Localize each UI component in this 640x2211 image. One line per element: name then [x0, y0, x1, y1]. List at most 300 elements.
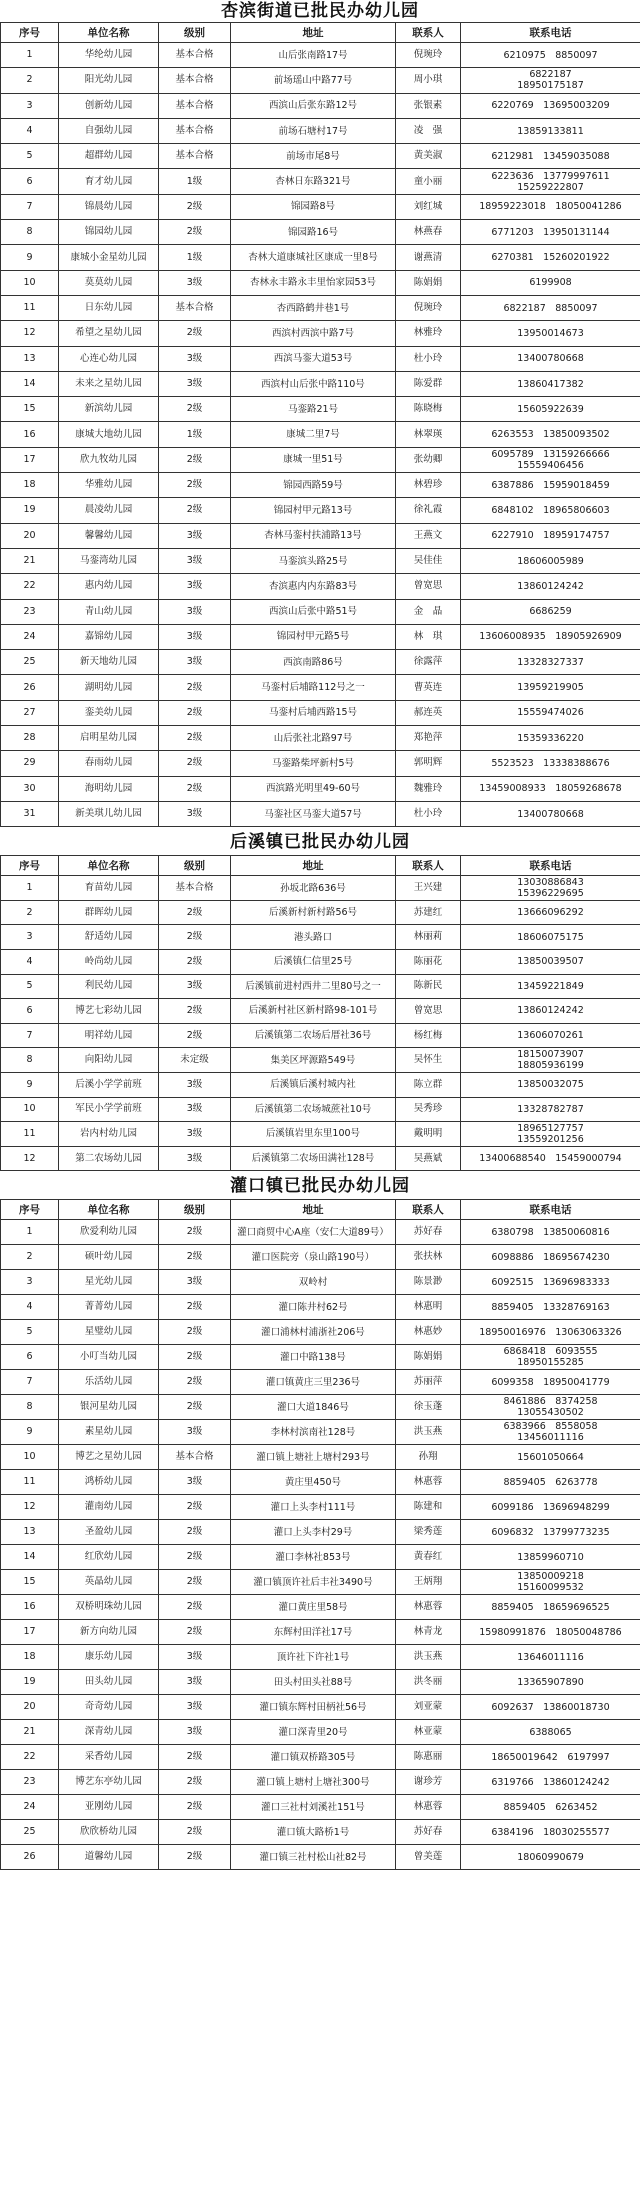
row-number: 27 [1, 700, 59, 725]
contact-person: 郑艳萍 [396, 726, 461, 751]
grade-level: 3级 [159, 1270, 231, 1295]
row-number: 10 [1, 1445, 59, 1470]
grade-level: 3级 [159, 624, 231, 649]
unit-name: 道馨幼儿园 [59, 1845, 159, 1870]
row-number: 1 [1, 876, 59, 901]
table-row [1, 1595, 640, 1620]
grade-level: 1级 [159, 245, 231, 270]
phone-line: 13030886843 [517, 877, 584, 888]
unit-name: 小叮当幼儿园 [59, 1345, 159, 1370]
contact-phone: 13459221849 [461, 974, 640, 999]
grade-level: 3级 [159, 548, 231, 573]
contact-phone: 8859405 6263778 [461, 1470, 640, 1495]
row-number: 1 [1, 43, 59, 68]
grade-level: 2级 [159, 1295, 231, 1320]
contact-person: 陈景渺 [396, 1270, 461, 1295]
unit-name: 英晶幼儿园 [59, 1570, 159, 1595]
contact-person: 郝连英 [396, 700, 461, 725]
contact-phone: 13606008935 18905926909 [461, 624, 640, 649]
contact-person: 刘红城 [396, 194, 461, 219]
contact-person: 曾宽思 [396, 574, 461, 599]
contact-phone: 13950014673 [461, 321, 640, 346]
table-row [1, 523, 640, 548]
table-row [1, 1072, 640, 1097]
address: 灌口三社村刘溪社151号 [231, 1795, 396, 1820]
row-number: 3 [1, 93, 59, 118]
unit-name: 嘉锦幼儿园 [59, 624, 159, 649]
row-number: 4 [1, 118, 59, 143]
unit-name: 银河星幼儿园 [59, 1395, 159, 1420]
table-row [1, 1048, 640, 1073]
contact-person: 王兴建 [396, 876, 461, 901]
address: 黄庄里450号 [231, 1470, 396, 1495]
grade-level: 3级 [159, 1146, 231, 1171]
table-row [1, 447, 640, 472]
grade-level: 3级 [159, 1670, 231, 1695]
contact-phone: 13328782787 [461, 1097, 640, 1122]
contact-phone: 13400780668 [461, 346, 640, 371]
phone-line: 15559406456 [517, 459, 584, 471]
phone-line: 13850009218 [517, 1571, 584, 1583]
header-row-number: 序号 [1, 1200, 59, 1220]
contact-phone: 13365907890 [461, 1670, 640, 1695]
address: 东辉村田洋社17号 [231, 1620, 396, 1645]
grade-level: 2级 [159, 1620, 231, 1645]
unit-name: 惠内幼儿园 [59, 574, 159, 599]
row-number: 25 [1, 1820, 59, 1845]
unit-name: 启明星幼儿园 [59, 726, 159, 751]
address: 灌口商贸中心A座（安仁大道89号） [231, 1220, 396, 1245]
contact-person: 林惠明 [396, 1295, 461, 1320]
table-row [1, 1345, 640, 1370]
unit-name: 馨馨幼儿园 [59, 523, 159, 548]
address: 西滨马銮大道53号 [231, 346, 396, 371]
grade-level: 2级 [159, 1320, 231, 1345]
table-row [1, 397, 640, 422]
contact-phone: 18060990679 [461, 1845, 640, 1870]
table-row [1, 999, 640, 1024]
contact-person: 洪冬丽 [396, 1670, 461, 1695]
contact-person: 林燕春 [396, 220, 461, 245]
unit-name: 鸿桥幼儿园 [59, 1470, 159, 1495]
contact-phone: 15980991876 18050048786 [461, 1620, 640, 1645]
contact-person: 谢珍芳 [396, 1770, 461, 1795]
phone-line: 13456011116 [517, 1432, 584, 1444]
contact-person: 苏好春 [396, 1220, 461, 1245]
address: 灌口镇三社村松山社82号 [231, 1845, 396, 1870]
grade-level: 3级 [159, 346, 231, 371]
address: 集美区坪源路549号 [231, 1048, 396, 1073]
row-number: 12 [1, 321, 59, 346]
row-number: 6 [1, 999, 59, 1024]
address: 马銮村后埔西路15号 [231, 700, 396, 725]
contact-person: 林惠蓉 [396, 1470, 461, 1495]
address: 灌口大道1846号 [231, 1395, 396, 1420]
header-contact-person: 联系人 [396, 856, 461, 876]
contact-person: 王炳翔 [396, 1570, 461, 1595]
table-row [1, 1620, 640, 1645]
grade-level: 3级 [159, 270, 231, 295]
unit-name: 红欣幼儿园 [59, 1545, 159, 1570]
grade-level: 基本合格 [159, 1445, 231, 1470]
address: 西滨山后张东路12号 [231, 93, 396, 118]
contact-phone [461, 68, 640, 93]
contact-phone: 18650019642 6197997 [461, 1745, 640, 1770]
contact-person: 倪琬玲 [396, 295, 461, 320]
unit-name: 锦园幼儿园 [59, 220, 159, 245]
contact-person: 金 晶 [396, 599, 461, 624]
row-number: 18 [1, 473, 59, 498]
address: 灌口李林社853号 [231, 1545, 396, 1570]
contact-person: 徐露萍 [396, 650, 461, 675]
contact-phone [461, 1395, 640, 1420]
contact-person: 杜小玲 [396, 801, 461, 826]
contact-phone: 18950016976 13063063326 [461, 1320, 640, 1345]
grade-level: 2级 [159, 925, 231, 950]
table-row [1, 1395, 640, 1420]
unit-name: 军民小学学前班 [59, 1097, 159, 1122]
unit-name: 乐活幼儿园 [59, 1370, 159, 1395]
table-row [1, 1695, 640, 1720]
row-number: 11 [1, 295, 59, 320]
contact-phone: 6387886 15959018459 [461, 473, 640, 498]
unit-name: 岭尚幼儿园 [59, 949, 159, 974]
contact-phone: 6270381 15260201922 [461, 245, 640, 270]
grade-level: 2级 [159, 700, 231, 725]
row-number: 22 [1, 1745, 59, 1770]
grade-level: 2级 [159, 397, 231, 422]
unit-name: 华纶幼儿园 [59, 43, 159, 68]
contact-person: 吴怀生 [396, 1048, 461, 1073]
grade-level: 2级 [159, 194, 231, 219]
contact-person: 苏好春 [396, 1820, 461, 1845]
address: 杏林大道康城社区康成一里8号 [231, 245, 396, 270]
unit-name: 素星幼儿园 [59, 1420, 159, 1445]
table-row [1, 220, 640, 245]
unit-name: 康城小金星幼儿园 [59, 245, 159, 270]
contact-person: 陈娟娟 [396, 270, 461, 295]
unit-name: 欣爱利幼儿园 [59, 1220, 159, 1245]
table-row [1, 700, 640, 725]
address: 山后张社北路97号 [231, 726, 396, 751]
row-number: 6 [1, 1345, 59, 1370]
grade-level: 2级 [159, 675, 231, 700]
contact-phone: 13859133811 [461, 118, 640, 143]
row-number: 5 [1, 144, 59, 169]
table-row [1, 949, 640, 974]
grade-level: 2级 [159, 220, 231, 245]
contact-phone: 6092637 13860018730 [461, 1695, 640, 1720]
grade-level: 3级 [159, 1695, 231, 1720]
row-number: 21 [1, 1720, 59, 1745]
contact-phone: 13850032075 [461, 1072, 640, 1097]
contact-person: 吴秀珍 [396, 1097, 461, 1122]
table-row [1, 1845, 640, 1870]
kindergarten-table [0, 855, 640, 1171]
table-row [1, 43, 640, 68]
contact-phone: 6210975 8850097 [461, 43, 640, 68]
grade-level: 2级 [159, 1520, 231, 1545]
contact-person: 苏丽萍 [396, 1370, 461, 1395]
address: 西滨村西滨中路7号 [231, 321, 396, 346]
unit-name: 心连心幼儿园 [59, 346, 159, 371]
row-number: 2 [1, 68, 59, 93]
table-row [1, 1370, 640, 1395]
phone-line: 18950175187 [517, 80, 584, 92]
contact-phone: 18606005989 [461, 548, 640, 573]
grade-level: 2级 [159, 1395, 231, 1420]
contact-phone: 15359336220 [461, 726, 640, 751]
unit-name: 春雨幼儿园 [59, 751, 159, 776]
contact-phone: 13860124242 [461, 574, 640, 599]
contact-person: 郭明辉 [396, 751, 461, 776]
contact-person: 曹英连 [396, 675, 461, 700]
unit-name: 创新幼儿园 [59, 93, 159, 118]
row-number: 12 [1, 1495, 59, 1520]
table-row [1, 801, 640, 826]
address: 灌口镇黄庄三里236号 [231, 1370, 396, 1395]
row-number: 5 [1, 1320, 59, 1345]
table-row [1, 1295, 640, 1320]
row-number: 18 [1, 1645, 59, 1670]
unit-name: 欣欣桥幼儿园 [59, 1820, 159, 1845]
table-row [1, 1545, 640, 1570]
grade-level: 3级 [159, 1097, 231, 1122]
table-row [1, 1645, 640, 1670]
table-row [1, 371, 640, 396]
header-grade-level: 级别 [159, 856, 231, 876]
header-contact-person: 联系人 [396, 1200, 461, 1220]
address: 西滨南路86号 [231, 650, 396, 675]
address: 后溪镇仁信里25号 [231, 949, 396, 974]
contact-person: 孙翔 [396, 1445, 461, 1470]
row-number: 20 [1, 523, 59, 548]
row-number: 2 [1, 900, 59, 925]
address: 山后张南路17号 [231, 43, 396, 68]
unit-name: 硕叶幼儿园 [59, 1245, 159, 1270]
address: 马銮村后埔路112号之一 [231, 675, 396, 700]
table-row [1, 1023, 640, 1048]
contact-person: 陈立群 [396, 1072, 461, 1097]
contact-person: 张扶林 [396, 1245, 461, 1270]
table-row [1, 624, 640, 649]
unit-name: 锦晨幼儿园 [59, 194, 159, 219]
row-number: 8 [1, 220, 59, 245]
header-address: 地址 [231, 856, 396, 876]
row-number: 16 [1, 1595, 59, 1620]
row-number: 14 [1, 371, 59, 396]
contact-person: 黄美淑 [396, 144, 461, 169]
table-row [1, 1270, 640, 1295]
grade-level: 2级 [159, 1595, 231, 1620]
contact-phone: 6686259 [461, 599, 640, 624]
address: 灌口黄庄里58号 [231, 1595, 396, 1620]
contact-phone: 6092515 13696983333 [461, 1270, 640, 1295]
phone-line: 18950155285 [517, 1357, 584, 1369]
contact-person: 吴燕斌 [396, 1146, 461, 1171]
table-row [1, 1470, 640, 1495]
row-number: 31 [1, 801, 59, 826]
row-number: 26 [1, 1845, 59, 1870]
table-row [1, 1146, 640, 1171]
contact-person: 洪玉燕 [396, 1420, 461, 1445]
row-number: 8 [1, 1048, 59, 1073]
address: 前场瑶山中路77号 [231, 68, 396, 93]
address: 顶许社下许社1号 [231, 1645, 396, 1670]
address: 田头村田头社88号 [231, 1670, 396, 1695]
address: 西滨路光明里49-60号 [231, 776, 396, 801]
row-number: 22 [1, 574, 59, 599]
address: 灌口镇双桥路305号 [231, 1745, 396, 1770]
row-number: 2 [1, 1245, 59, 1270]
row-number: 24 [1, 624, 59, 649]
table-row [1, 1420, 640, 1445]
row-number: 17 [1, 1620, 59, 1645]
phone-line: 8461886 8374258 [503, 1396, 598, 1408]
unit-name: 田头幼儿园 [59, 1670, 159, 1695]
contact-person: 周小琪 [396, 68, 461, 93]
contact-phone: 18959223018 18050041286 [461, 194, 640, 219]
unit-name: 超群幼儿园 [59, 144, 159, 169]
unit-name: 欣九牧幼儿园 [59, 447, 159, 472]
unit-name: 明祥幼儿园 [59, 1023, 159, 1048]
table-row [1, 295, 640, 320]
table-row [1, 169, 640, 194]
row-number: 17 [1, 447, 59, 472]
grade-level: 基本合格 [159, 43, 231, 68]
contact-person: 刘亚蒙 [396, 1695, 461, 1720]
contact-person: 梁秀莲 [396, 1520, 461, 1545]
unit-name: 群晖幼儿园 [59, 900, 159, 925]
grade-level: 1级 [159, 422, 231, 447]
contact-phone: 13959219905 [461, 675, 640, 700]
contact-person: 林惠蓉 [396, 1795, 461, 1820]
grade-level: 3级 [159, 974, 231, 999]
unit-name: 后溪小学学前班 [59, 1072, 159, 1097]
grade-level: 3级 [159, 371, 231, 396]
contact-phone: 8859405 13328769163 [461, 1295, 640, 1320]
row-number: 3 [1, 1270, 59, 1295]
contact-person: 张幼卿 [396, 447, 461, 472]
contact-person: 林碧珍 [396, 473, 461, 498]
contact-phone: 13860124242 [461, 999, 640, 1024]
table-row [1, 270, 640, 295]
unit-name: 第二农场幼儿园 [59, 1146, 159, 1171]
address: 灌口医院旁（泉山路190号） [231, 1245, 396, 1270]
contact-phone: 6212981 13459035088 [461, 144, 640, 169]
address: 马銮路柴坪新村5号 [231, 751, 396, 776]
row-number: 20 [1, 1695, 59, 1720]
table-row [1, 900, 640, 925]
table-row [1, 1245, 640, 1270]
unit-name: 希望之星幼儿园 [59, 321, 159, 346]
contact-phone: 6319766 13860124242 [461, 1770, 640, 1795]
grade-level: 3级 [159, 1072, 231, 1097]
grade-level: 2级 [159, 949, 231, 974]
address: 后溪镇岩里东里100号 [231, 1122, 396, 1147]
phone-line: 15160099532 [517, 1582, 584, 1594]
unit-name: 向阳幼儿园 [59, 1048, 159, 1073]
grade-level: 3级 [159, 599, 231, 624]
grade-level: 3级 [159, 1645, 231, 1670]
row-number: 12 [1, 1146, 59, 1171]
contact-phone: 5523523 13338388676 [461, 751, 640, 776]
header-grade-level: 级别 [159, 23, 231, 43]
address: 康城二里7号 [231, 422, 396, 447]
address: 港头路口 [231, 925, 396, 950]
row-number: 1 [1, 1220, 59, 1245]
grade-level: 3级 [159, 801, 231, 826]
contact-phone: 6822187 8850097 [461, 295, 640, 320]
header-contact-phone: 联系电话 [461, 1200, 640, 1220]
unit-name: 利民幼儿园 [59, 974, 159, 999]
unit-name: 育苗幼儿园 [59, 876, 159, 901]
address: 西滨村山后张中路110号 [231, 371, 396, 396]
unit-name: 海明幼儿园 [59, 776, 159, 801]
row-number: 11 [1, 1470, 59, 1495]
contact-phone: 6099358 18950041779 [461, 1370, 640, 1395]
row-number: 9 [1, 1420, 59, 1445]
row-number: 26 [1, 675, 59, 700]
contact-person: 陈爱群 [396, 371, 461, 396]
table-row [1, 68, 640, 93]
address: 灌口上头李村111号 [231, 1495, 396, 1520]
unit-name: 自强幼儿园 [59, 118, 159, 143]
table-row [1, 599, 640, 624]
address: 马銮社区马銮大道57号 [231, 801, 396, 826]
row-number: 3 [1, 925, 59, 950]
table-row [1, 925, 640, 950]
row-number: 30 [1, 776, 59, 801]
address: 灌口镇上塘村上塘社300号 [231, 1770, 396, 1795]
row-number: 19 [1, 498, 59, 523]
contact-person: 曾美莲 [396, 1845, 461, 1870]
table-row [1, 144, 640, 169]
row-number: 7 [1, 1370, 59, 1395]
contact-person: 陈惠丽 [396, 1745, 461, 1770]
unit-name: 青山幼儿园 [59, 599, 159, 624]
contact-person: 杨红梅 [396, 1023, 461, 1048]
contact-person: 张银素 [396, 93, 461, 118]
address: 前场市尾8号 [231, 144, 396, 169]
address: 孙坂北路636号 [231, 876, 396, 901]
contact-phone: 6099186 13696948299 [461, 1495, 640, 1520]
address: 前场石塘村17号 [231, 118, 396, 143]
phone-line: 18805936199 [517, 1060, 584, 1072]
unit-name: 岩内村幼儿园 [59, 1122, 159, 1147]
contact-person: 陈丽花 [396, 949, 461, 974]
contact-person: 洪玉燕 [396, 1645, 461, 1670]
table-row [1, 876, 640, 901]
grade-level: 2级 [159, 498, 231, 523]
unit-name: 博艺之星幼儿园 [59, 1445, 159, 1470]
table-row [1, 1570, 640, 1595]
contact-person: 林雅玲 [396, 321, 461, 346]
address: 锦园村甲元路13号 [231, 498, 396, 523]
grade-level: 2级 [159, 751, 231, 776]
unit-name: 湖明幼儿园 [59, 675, 159, 700]
contact-person: 杜小玲 [396, 346, 461, 371]
contact-phone [461, 1122, 640, 1147]
grade-level: 2级 [159, 1345, 231, 1370]
contact-phone [461, 169, 640, 194]
header-unit-name: 单位名称 [59, 23, 159, 43]
unit-name: 博艺东亭幼儿园 [59, 1770, 159, 1795]
contact-person: 林惠妙 [396, 1320, 461, 1345]
address: 杏滨惠内内东路83号 [231, 574, 396, 599]
address: 杏林永丰路永丰里怡家园53号 [231, 270, 396, 295]
row-number: 5 [1, 974, 59, 999]
